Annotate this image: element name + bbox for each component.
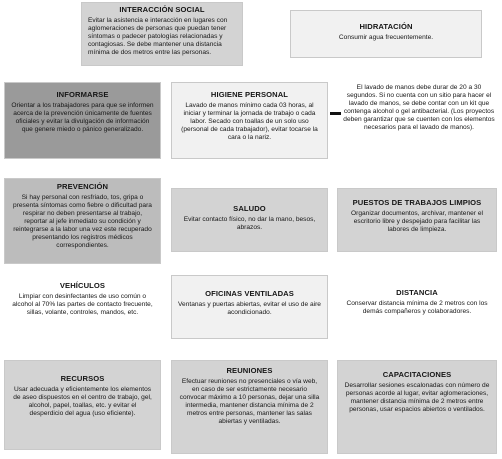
card-distancia: [337, 278, 497, 338]
card-title: CAPACITACIONES: [382, 370, 452, 379]
card-title: HIGIENE PERSONAL: [210, 90, 289, 99]
card-title: RECURSOS: [60, 374, 105, 383]
card-oficinas-ventiladas: [171, 275, 328, 339]
card-text: Efectuar reuniones no presenciales o vía web, en caso de ser estrictamente necesario convocar máximo a 10 personas, dejar una silla intermedia, mantener distancia mínima de 2 metros entre personas, mantener las salas abiertas y ventiladas.: [179, 377, 320, 425]
card-text: Consumir agua frecuentemente.: [338, 33, 434, 41]
card-title: REUNIONES: [226, 366, 273, 375]
card-text: Evitar la asistencia e interacción en lugares con aglomeraciones de personas que puedan tener síntomas o padecer patologías relacionadas y contagiosas. Se debe mantener una distancia mínima de dos metros entre las personas.: [88, 16, 228, 56]
card-title: DISTANCIA: [396, 288, 438, 297]
card-informarse: [4, 82, 161, 159]
connector-mark: [330, 112, 341, 115]
card-title: VEHÍCULOS: [59, 281, 106, 290]
card-text: Si hay personal con resfriado, tos, gripa o presenta síntomas como fiebre o dificultad para respirar no deben presentarse al trabajo, reportar al jefe inmediato su condición y reintegrarse a la labor una vez este recuperado presentando los registros médicos correspondientes.: [13, 193, 152, 249]
card-text: Lavado de manos mínimo cada 03 horas, al iniciar y terminar la jornada de trabajo o cada labor. Secado con toallas de un solo uso (personal de cada trabajador), evitar tocarse la cara o la nariz.: [181, 101, 318, 141]
card-reuniones: [171, 360, 328, 454]
card-capacitaciones: [337, 360, 497, 454]
card-hidratacion: [290, 10, 482, 58]
card-text: Desarrollar sesiones escalonadas con número de personas acorde al lugar, evitar aglomeraciones, mantener distancia mínima de 2 metros entre personas, usar espacios abiertos o ventilados.: [344, 381, 490, 413]
card-title: OFICINAS VENTILADAS: [205, 289, 294, 298]
card-prevencion: [4, 178, 161, 264]
card-title: INFORMARSE: [56, 90, 109, 99]
card-puestos-trabajo: [337, 188, 497, 252]
card-text: Orientar a los trabajadores para que se informen acerca de la prevención únicamente de fuentes oficiales y evitar la divulgación de información que genere miedo o pánico generalizado.: [11, 101, 154, 133]
card-text: El lavado de manos debe durar de 20 a 30 segundos. Si no cuenta con un sitio para hacer el lavado de manos, se debe contar con un kit que contenga alcohol o gel antibacterial. (Los proyectos deben garantizar que se cuenten con los elementos necesarios para el lavado de manos).: [343, 84, 495, 132]
card-interaccion-social: [81, 2, 243, 66]
card-text: Conservar distancia mínima de 2 metros con los demás compañeros y colaboradores.: [346, 299, 488, 315]
card-lavado-manos: [341, 84, 497, 160]
card-text: Limpiar con desinfectantes de uso común o alcohol al 70% las partes de contacto frecuente, sillas, volante, controles, mandos, etc.: [12, 292, 153, 316]
card-text: Organizar documentos, archivar, mantener el escritorio libre y despejado para facilitar las labores de limpieza.: [351, 209, 483, 233]
card-higiene-personal: [171, 82, 328, 159]
card-title: PUESTOS DE TRABAJOS LIMPIOS: [352, 198, 482, 207]
card-title: PREVENCIÓN: [56, 182, 109, 191]
card-title: INTERACCIÓN SOCIAL: [119, 5, 205, 14]
card-saludo: [171, 188, 328, 252]
card-title: SALUDO: [233, 204, 266, 213]
card-text: Ventanas y puertas abiertas, evitar el uso de aire acondicionado.: [178, 300, 321, 316]
card-text: Usar adecuada y eficientemente los elementos de aseo dispuestos en el centro de trabajo, gel, alcohol, papel, toallas, etc. y evitar el desperdicio del agua (uso eficiente).: [13, 385, 152, 417]
card-title: HIDRATACIÓN: [359, 22, 413, 31]
card-vehiculos: [4, 275, 161, 345]
card-recursos: [4, 360, 161, 450]
card-text: Evitar contacto físico, no dar la mano, besos, abrazos.: [183, 215, 316, 231]
